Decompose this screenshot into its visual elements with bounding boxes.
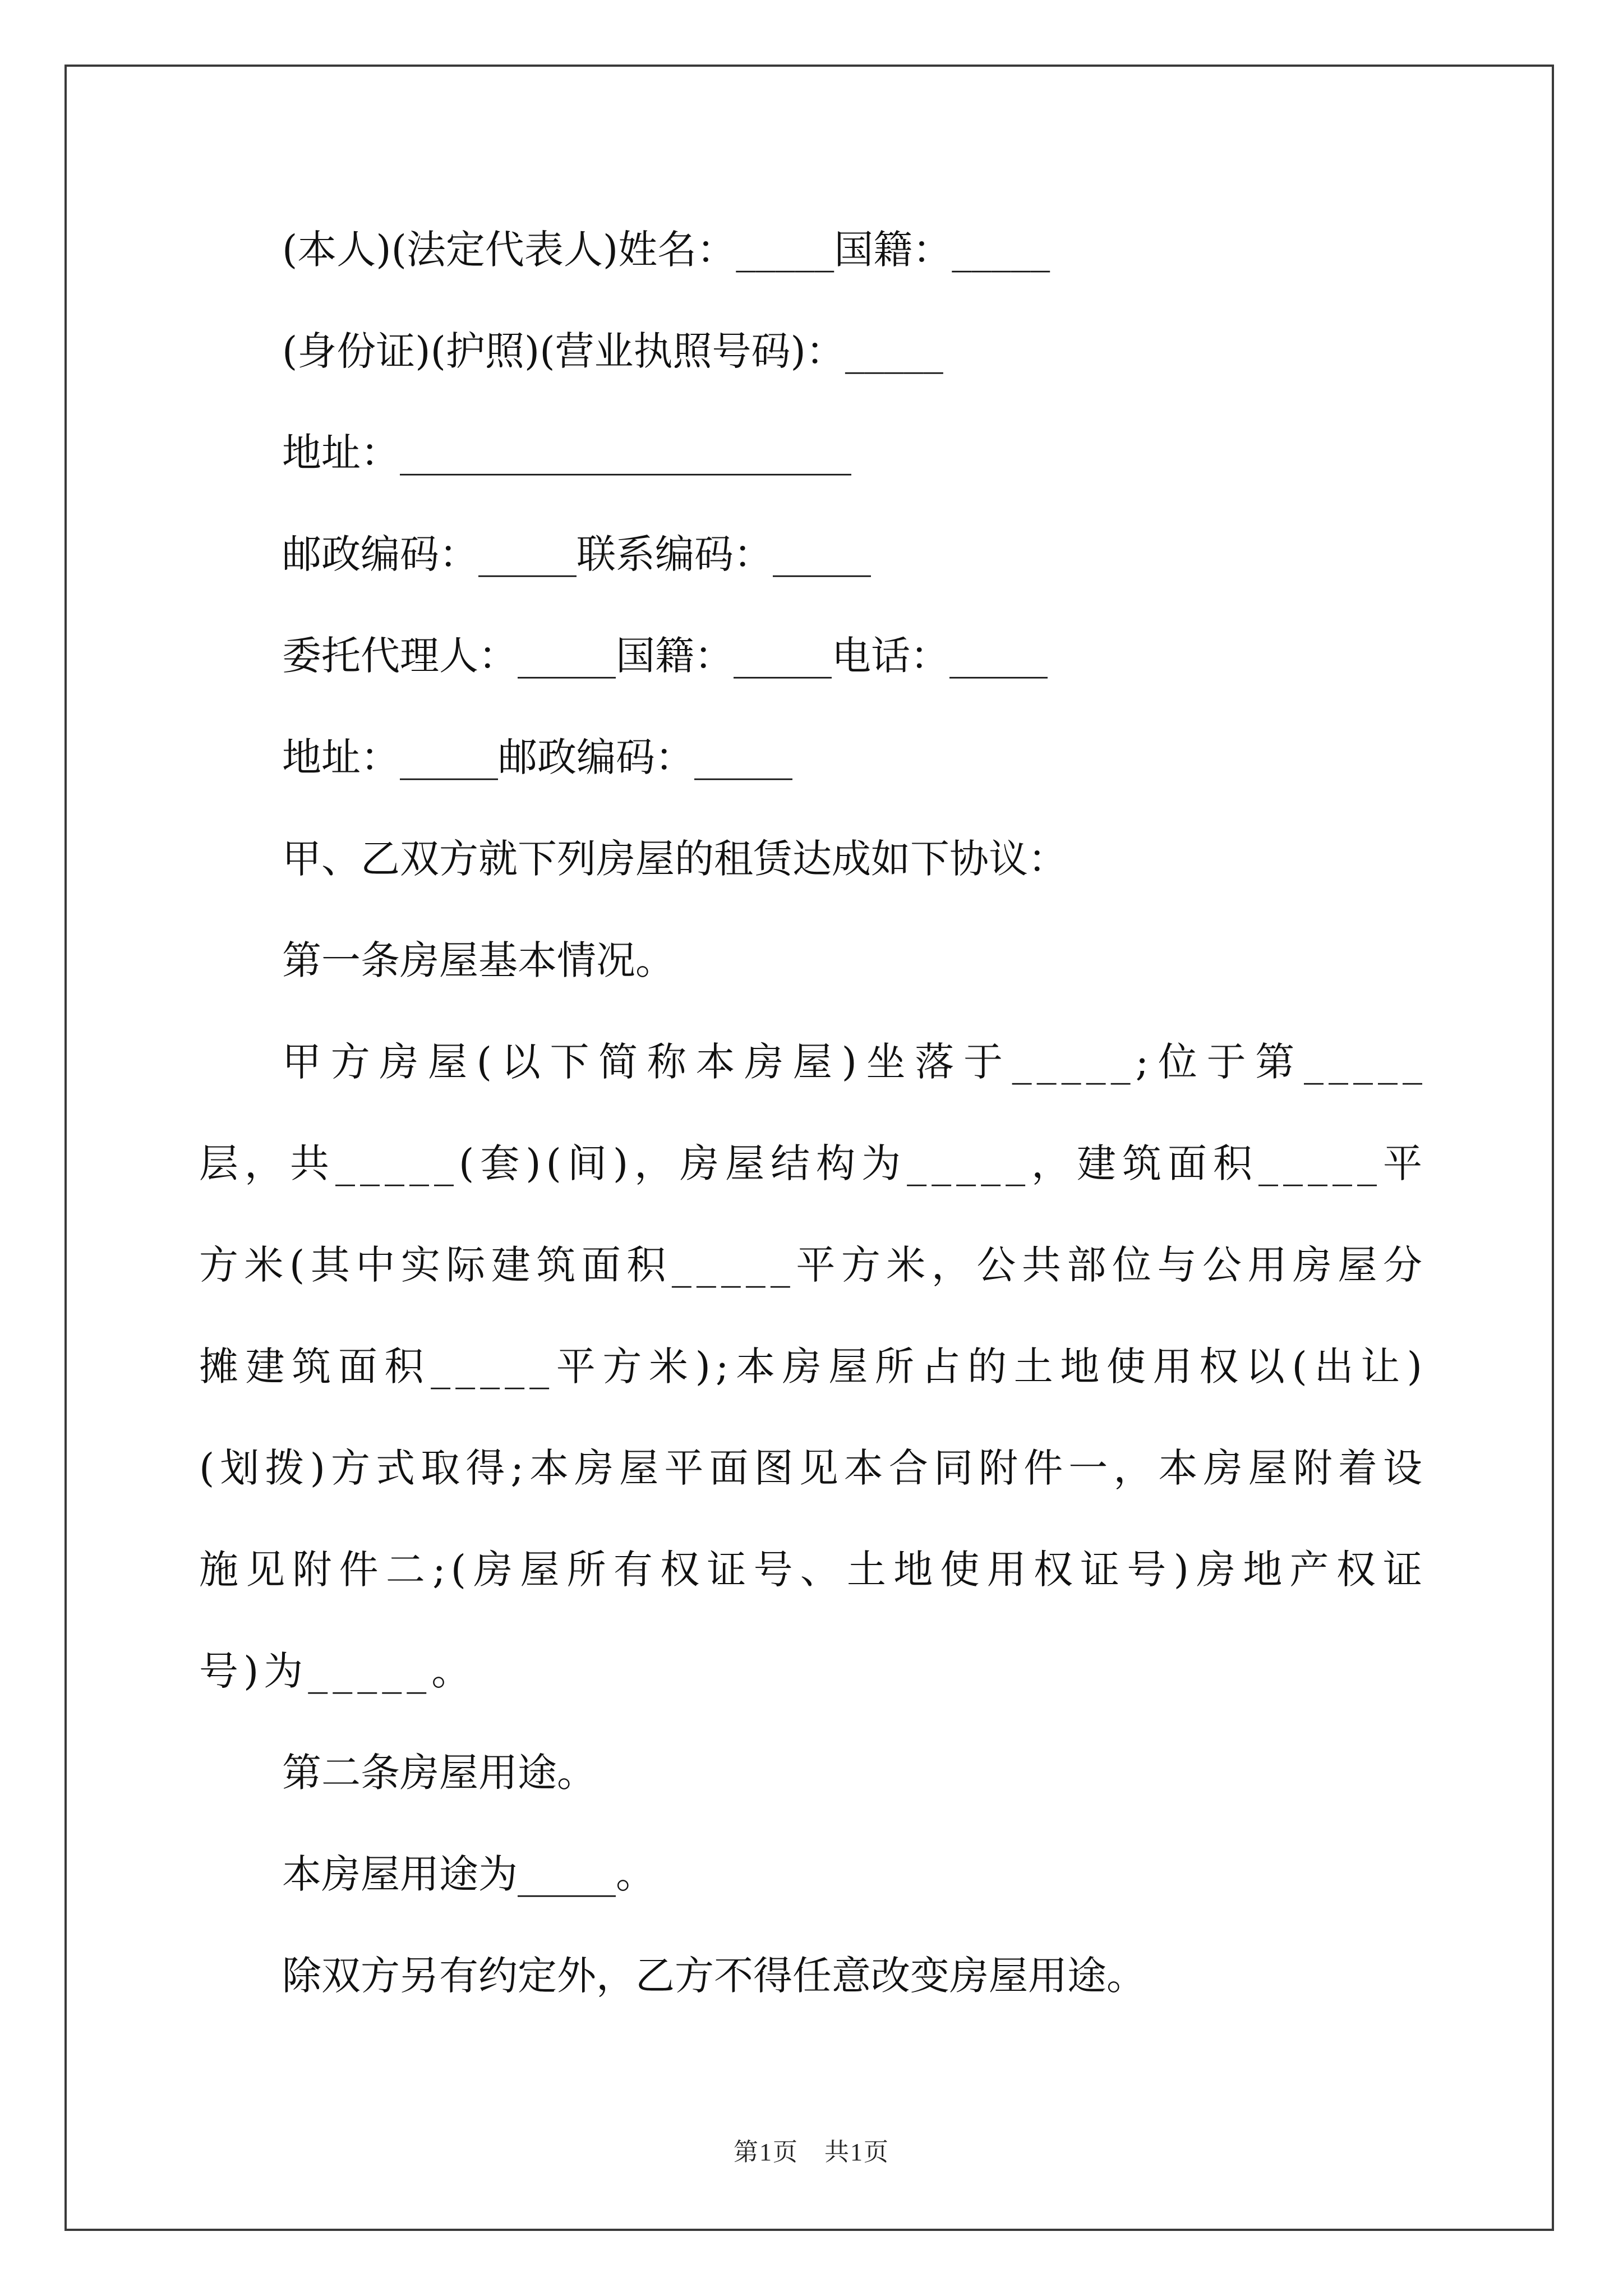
document-body [199,199,1427,2027]
agreement-intro: 甲、乙双方就下列房屋的租赁达成如下协议： [282,836,1067,882]
page-number-footer: 第1页 共1页 [734,2138,889,2166]
usage-restriction-line: 除双方另有约定外，乙方不得任意改变房屋用途。 [282,1953,1146,1999]
house-usage-line: 本房屋用途为_____。 [282,1851,655,1897]
article-1-body: 甲方房屋(以下简称本房屋)坐落于_____;位于第_____层，共_____(套)(间)，房屋结构为_____，建筑面积_____平方米(其中实际建筑面积_____平方米，公共部位与公用房屋分摊建筑面积_____平方米);本房屋所占的土地使用权以(出让)(划拨)方式取得;本房屋平面图见本合同附件一，本房屋附着设施见附件二;(房屋所有权证号、土地使用权证号)房地产权证号)为_____。 [199,1039,1427,1694]
party-name-nationality-line: (本人)(法定代表人)姓名：_____国籍：_____ [282,227,1050,273]
article-1-heading: 第一条房屋基本情况。 [282,937,675,983]
id-document-line: (身份证)(护照)(营业执照号码)：_____ [282,328,943,374]
agent-line: 委托代理人：_____国籍：_____电话：_____ [282,633,1048,679]
agent-address-line: 地址：_____邮政编码：_____ [282,734,792,780]
article-2-heading: 第二条房屋用途。 [282,1750,596,1796]
address-line: 地址：_______________________ [282,430,851,476]
postal-contact-line: 邮政编码：_____联系编码：_____ [282,531,871,577]
